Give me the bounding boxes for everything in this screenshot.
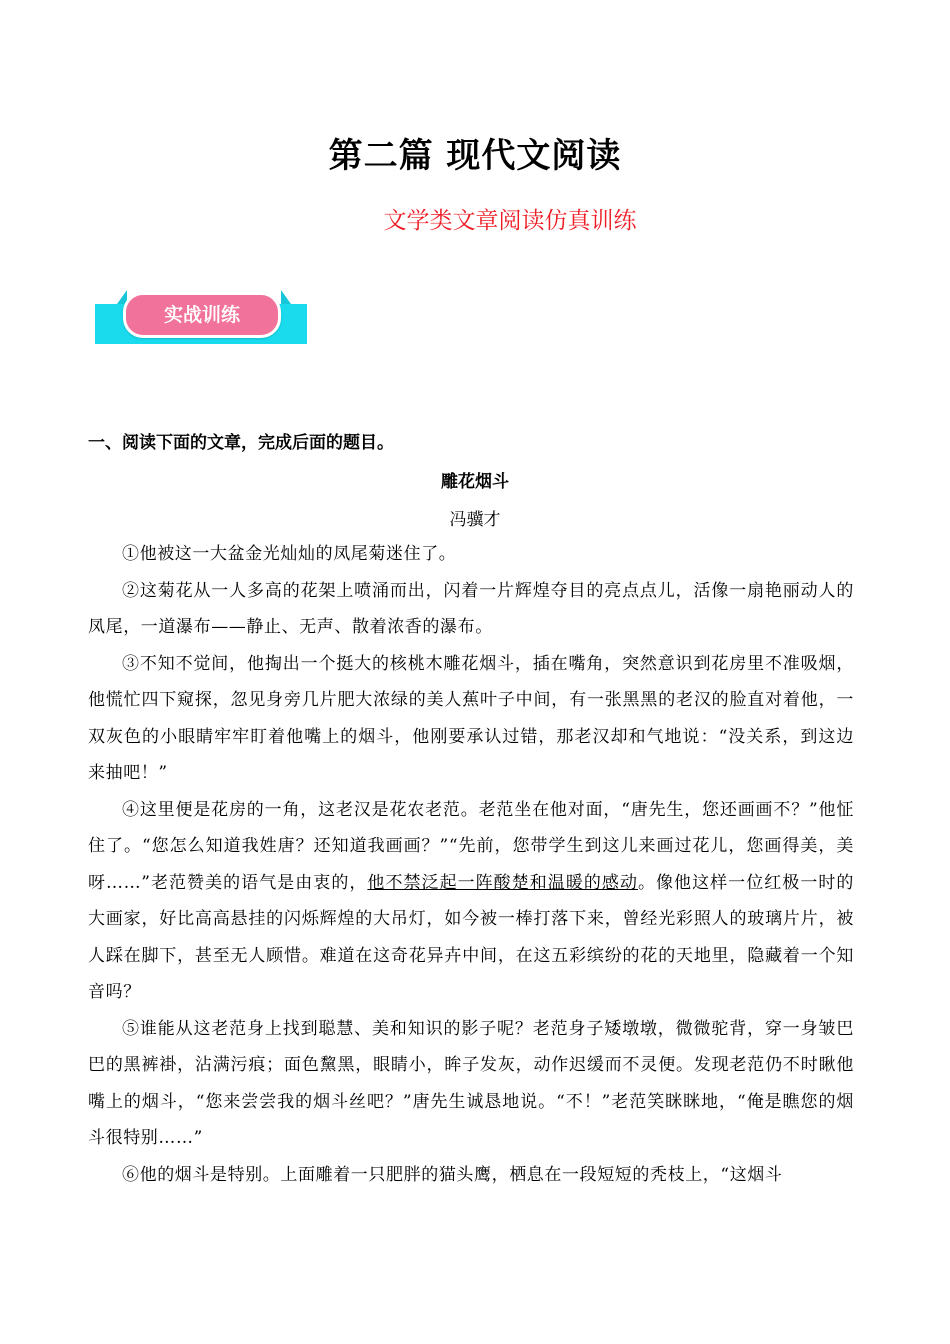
paragraph-4-after: 。像他这样一位红极一时的大画家，好比高高悬挂的闪烁辉煌的大吊灯，如今被一棒打落下来，曾经光彩照人的玻璃片片，被人踩在脚下，甚至无人顾惜。难道在这奇花异卉中间，在这五彩缤纷的花的天地里，隐藏着一个知音吗？ — [88, 872, 854, 1002]
badge-label: 实战训练 — [123, 292, 281, 338]
paragraph-4 — [88, 792, 854, 1011]
page-subtitle: 文学类文章阅读仿真训练 — [383, 208, 637, 234]
underlined-sentence: 他不禁泛起一阵酸楚和温暖的感动 — [367, 872, 638, 893]
paragraph-4-before: ④这里便是花房的一角，这老汉是花农老范。老范坐在他对面，“唐先生，您还画画不？”他怔住了。“您怎么知道我姓唐？还知道我画画？”“先前，您带学生到这儿来画过花儿，您画得美，美呀……”老范赞美的语气是由衷的， — [88, 799, 854, 893]
page-title: 第二篇 现代文阅读 — [328, 136, 622, 176]
paragraph-5: ⑤谁能从这老范身上找到聪慧、美和知识的影子呢？老范身子矮墩墩，微微驼背，穿一身皱巴巴的黑裤褂，沾满污痕；面色黧黑，眼睛小，眸子发灰，动作迟缓而不灵便。发现老范仍不时瞅他嘴上的烟斗，“您来尝尝我的烟斗丝吧？”唐先生诚恳地说。“不！”老范笑眯眯地，“俺是瞧您的烟斗很特别……” — [88, 1018, 854, 1148]
article-title: 雕花烟斗 — [441, 472, 509, 492]
paragraph-3: ③不知不觉间，他掏出一个挺大的核桃木雕花烟斗，插在嘴角，突然意识到花房里不准吸烟，他慌忙四下窥探，忽见身旁几片肥大浓绿的美人蕉叶子中间，有一张黑黑的老汉的脸直对着他，一双灰色的小眼睛牢牢盯着他嘴上的烟斗，他刚要承认过错，那老汉却和气地说：“没关系，到这边来抽吧！” — [88, 653, 854, 783]
section-badge — [95, 290, 307, 344]
article-body — [88, 536, 854, 1193]
badge-fold-right — [281, 290, 291, 304]
paragraph-1: ①他被这一大盆金光灿灿的凤尾菊迷住了。 — [122, 544, 457, 564]
paragraph-6: ⑥他的烟斗是特别。上面雕着一只肥胖的猫头鹰，栖息在一段短短的秃枝上，“这烟斗 — [122, 1164, 783, 1185]
article-author: 冯骥才 — [449, 510, 501, 530]
paragraph-2: ②这菊花从一人多高的花架上喷涌而出，闪着一片辉煌夺目的亮点点儿，活像一扇艳丽动人的凤尾，一道瀑布——静止、无声、散着浓香的瀑布。 — [88, 580, 854, 637]
question-heading: 一、阅读下面的文章，完成后面的题目。 — [88, 433, 394, 453]
